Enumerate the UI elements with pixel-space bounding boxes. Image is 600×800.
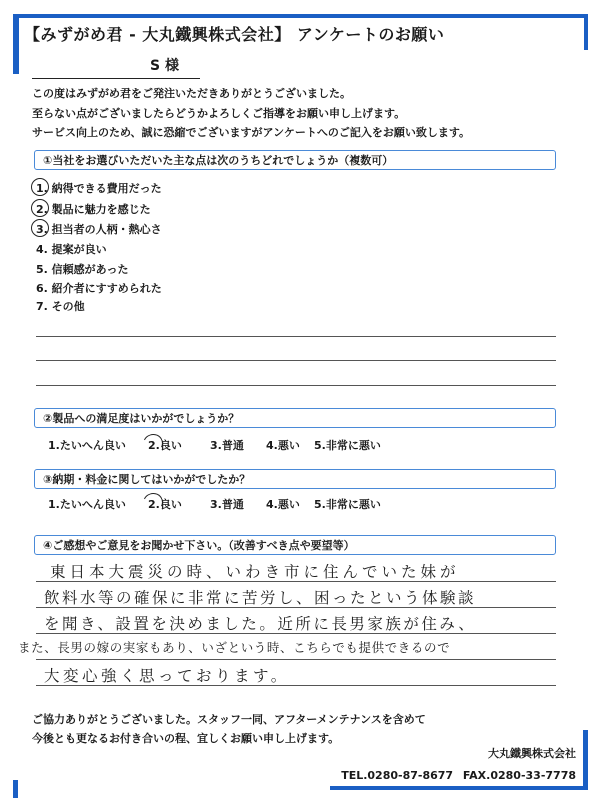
frame-bottom-right-bar bbox=[583, 730, 588, 790]
question-2-title: ②製品への満足度はいかがでしょうか？ bbox=[43, 412, 240, 425]
q2-scale-4[interactable]: 4.悪い bbox=[266, 439, 300, 452]
q1-option-7[interactable]: 7. その他 bbox=[36, 300, 85, 313]
intro-line-3: サービス向上のため、誠に恐縮でございますがアンケートへのご記入をお願い致します。 bbox=[32, 126, 471, 139]
q1-other-line-2[interactable] bbox=[36, 360, 556, 361]
intro-line-2: 至らない点がございましたらどうかよろしくご指導をお願い申し上げます。 bbox=[32, 107, 406, 120]
q3-scale-3[interactable]: 3.普通 bbox=[210, 498, 244, 511]
frame-bottom-bar bbox=[330, 786, 588, 790]
frame-right-bar bbox=[584, 14, 588, 50]
frame-bottom-left-bar bbox=[13, 780, 18, 798]
question-3-box bbox=[34, 469, 556, 489]
q2-scale-1[interactable]: 1.たいへん良い bbox=[48, 439, 126, 452]
footer-line-1: ご協力ありがとうございました。スタッフ一同、アフターメンテナンスを含めて bbox=[32, 713, 426, 726]
document-title: 【みずがめ君 - 大丸鐵興株式会社】 アンケートのお願い bbox=[24, 25, 445, 44]
question-2-box bbox=[34, 408, 556, 428]
q4-handwritten-answer-4: また、長男の嫁の実家もあり、いざという時、こちらでも提供できるので bbox=[18, 640, 451, 655]
contact-tel: TEL.0280-87-8677 bbox=[341, 769, 454, 782]
question-4-title: ④ご感想やご意見をお聞かせ下さい。（改善すべき点や要望等） bbox=[43, 539, 355, 552]
frame-left-bar bbox=[13, 14, 19, 74]
q4-handwritten-answer-1: 東日本大震災の時、いわき市に住んでいた妹が bbox=[50, 563, 460, 581]
q2-scale-2[interactable]: 2.良い bbox=[148, 439, 182, 452]
question-4-box bbox=[34, 535, 556, 555]
q1-other-line-1[interactable] bbox=[36, 336, 556, 337]
q4-handwritten-answer-5: 大変心強く思っております。 bbox=[44, 667, 290, 685]
recipient-name: S 様 bbox=[150, 58, 179, 74]
q1-option-2[interactable]: 2. 製品に魅力を感じた bbox=[36, 203, 151, 216]
q3-scale-5[interactable]: 5.非常に悪い bbox=[314, 498, 381, 511]
question-1-box bbox=[34, 150, 556, 170]
q1-option-6[interactable]: 6. 紹介者にすすめられた bbox=[36, 282, 162, 295]
q3-scale-4[interactable]: 4.悪い bbox=[266, 498, 300, 511]
company-name: 大丸鐵興株式会社 bbox=[488, 747, 576, 760]
q1-option-1[interactable]: 1. 納得できる費用だった bbox=[36, 182, 162, 195]
frame-top-bar bbox=[13, 14, 588, 18]
q2-scale-3[interactable]: 3.普通 bbox=[210, 439, 244, 452]
q1-option-4[interactable]: 4. 提案が良い bbox=[36, 243, 107, 256]
q1-other-line-3[interactable] bbox=[36, 385, 556, 386]
contact-info bbox=[341, 769, 576, 782]
q1-option-2-circle-mark bbox=[31, 199, 49, 217]
q4-answer-line-4[interactable] bbox=[36, 659, 556, 660]
q3-scale-2[interactable]: 2.良い bbox=[148, 498, 182, 511]
q1-option-1-circle-mark bbox=[31, 178, 49, 196]
question-1-title: ①当社をお選びいただいた主な点は次のうちどれでしょうか（複数可） bbox=[43, 154, 394, 167]
q1-option-5[interactable]: 5. 信頼感があった bbox=[36, 263, 129, 276]
contact-fax: FAX.0280-33-7778 bbox=[462, 769, 576, 782]
q1-option-3[interactable]: 3. 担当者の人柄・熱心さ bbox=[36, 223, 162, 236]
intro-line-1: この度はみずがめ君をご発注いただきありがとうございました。 bbox=[32, 87, 351, 100]
q4-handwritten-answer-3: を聞き、設置を決めました。近所に長男家族が住み、 bbox=[44, 615, 477, 633]
q2-scale-5[interactable]: 5.非常に悪い bbox=[314, 439, 381, 452]
q3-scale-1[interactable]: 1.たいへん良い bbox=[48, 498, 126, 511]
footer-line-2: 今後とも更なるお付き合いの程、宜しくお願い申し上げます。 bbox=[32, 732, 340, 745]
q1-option-3-circle-mark bbox=[31, 219, 49, 237]
q4-handwritten-answer-2: 飲料水等の確保に非常に苦労し、困ったという体験談 bbox=[44, 589, 477, 607]
question-3-title: ③納期・料金に関してはいかがでしたか？ bbox=[43, 473, 251, 486]
